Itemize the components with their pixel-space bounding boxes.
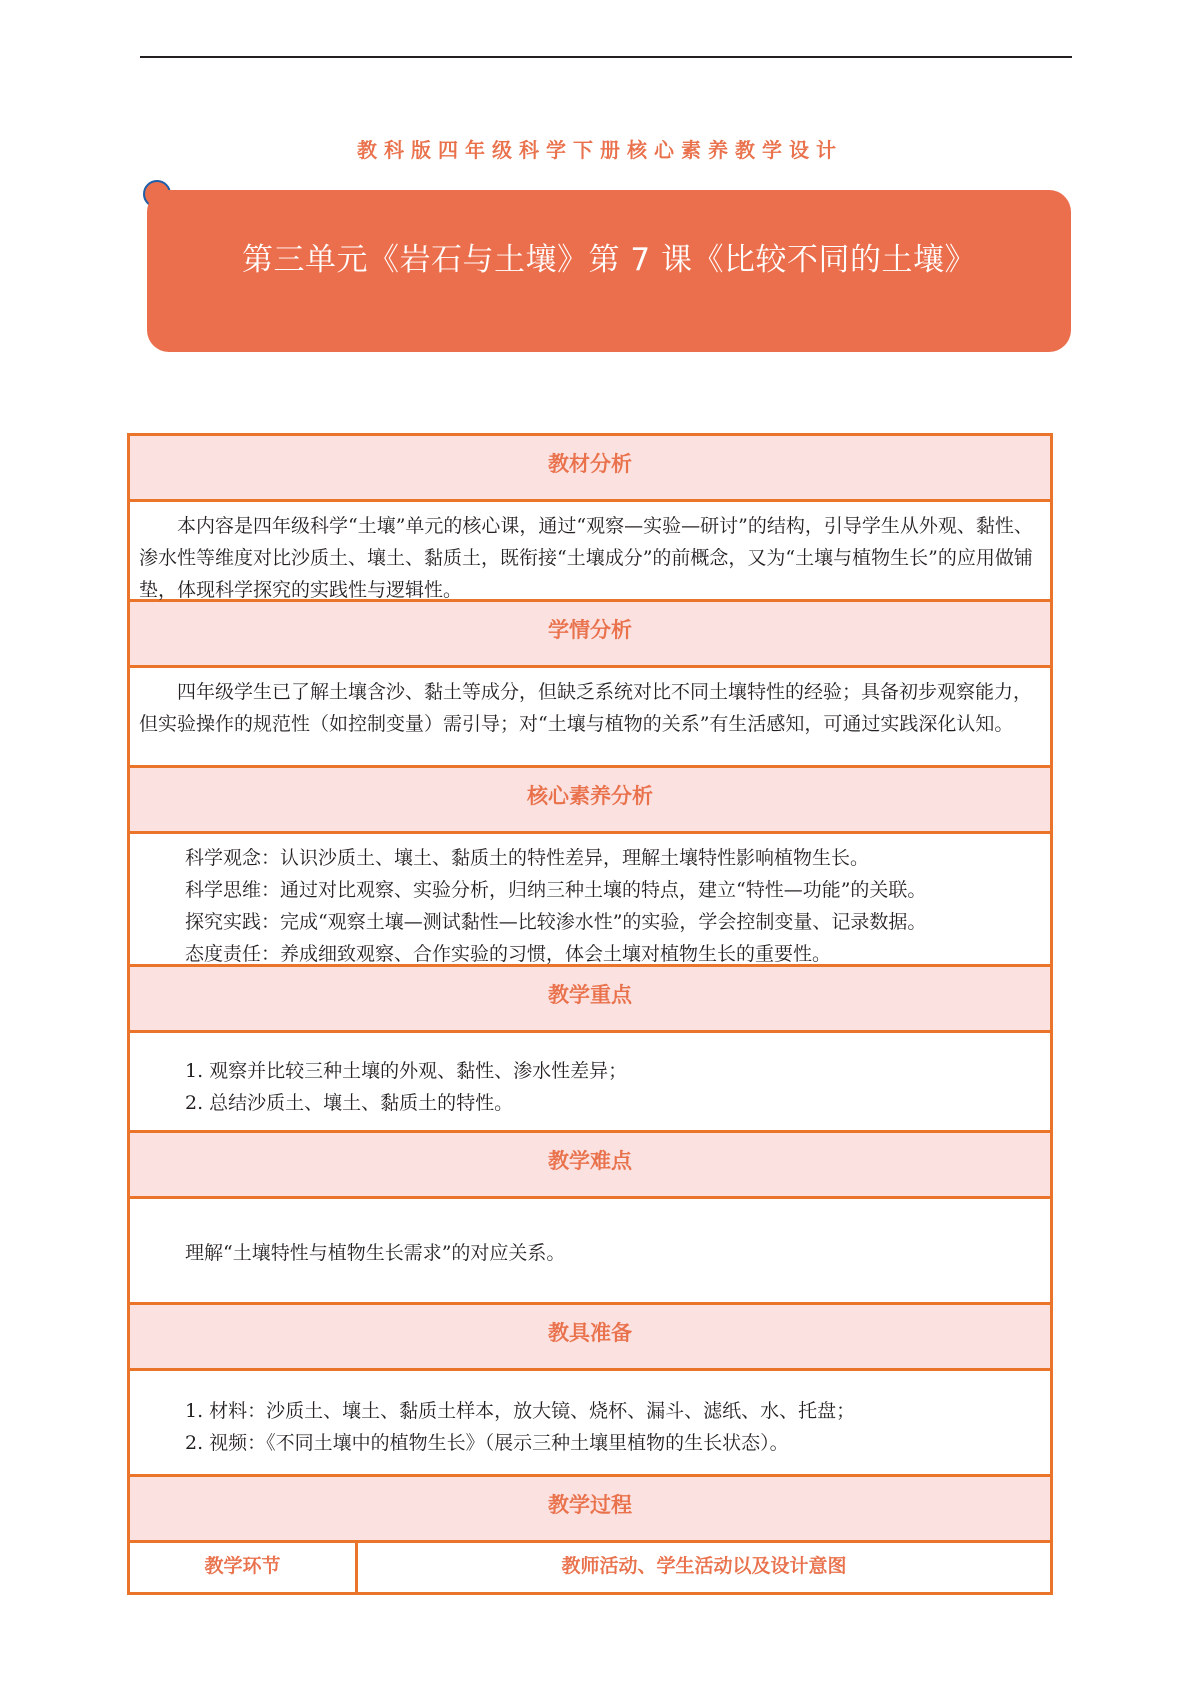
top-rule xyxy=(140,56,1072,58)
list-item: 态度责任：养成细致观察、合作实验的习惯，体会土壤对植物生长的重要性。 xyxy=(185,943,832,965)
section-heading-materials: 教具准备 xyxy=(130,1305,1050,1371)
section-heading-student-analysis: 学情分析 xyxy=(130,602,1050,668)
paragraph: 四年级学生已了解土壤含沙、黏土等成分，但缺乏系统对比不同土壤特性的经验；具备初步观察能力，但实验操作的规范性（如控制变量）需引导；对“土壤与植物的关系”有生活感知，可通过实践深化认知。 xyxy=(139,681,1033,735)
paragraph: 理解“土壤特性与植物生长需求”的对应关系。 xyxy=(185,1242,566,1264)
section-body-difficulties xyxy=(130,1199,1050,1305)
process-table-header xyxy=(130,1543,1050,1595)
list-item: 2. 总结沙质土、壤土、黏质土的特性。 xyxy=(185,1092,514,1114)
section-body-student-analysis xyxy=(130,668,1050,768)
section-body-textbook-analysis xyxy=(130,502,1050,602)
section-heading-teaching-process: 教学过程 xyxy=(130,1477,1050,1543)
column-header-stage: 教学环节 xyxy=(130,1543,358,1592)
section-heading-textbook-analysis: 教材分析 xyxy=(130,436,1050,502)
lesson-title: 第三单元《岩石与土壤》第 7 课《比较不同的土壤》 xyxy=(242,242,976,278)
section-heading-difficulties: 教学难点 xyxy=(130,1133,1050,1199)
section-body-key-points xyxy=(130,1033,1050,1133)
section-heading-key-points: 教学重点 xyxy=(130,967,1050,1033)
paragraph: 本内容是四年级科学“土壤”单元的核心课，通过“观察—实验—研讨”的结构，引导学生从外观、黏性、渗水性等维度对比沙质土、壤土、黏质土，既衔接“土壤成分”的前概念，又为“土壤与植物生长”的应用做铺垫，体现科学探究的实践性与逻辑性。 xyxy=(139,515,1033,601)
section-body-materials xyxy=(130,1371,1050,1477)
section-heading-core-literacy: 核心素养分析 xyxy=(130,768,1050,834)
list-item: 科学思维：通过对比观察、实验分析，归纳三种土壤的特点，建立“特性—功能”的关联。 xyxy=(185,879,927,901)
list-item: 科学观念：认识沙质土、壤土、黏质土的特性差异，理解土壤特性影响植物生长。 xyxy=(185,847,870,869)
list-item: 1. 观察并比较三种土壤的外观、黏性、渗水性差异； xyxy=(185,1060,628,1082)
list-item: 1. 材料：沙质土、壤土、黏质土样本，放大镜、烧杯、漏斗、滤纸、水、托盘； xyxy=(185,1400,856,1422)
column-header-activities: 教师活动、学生活动以及设计意图 xyxy=(561,1555,847,1577)
section-body-core-literacy xyxy=(130,834,1050,967)
title-banner xyxy=(147,190,1071,352)
list-item: 探究实践：完成“观察土壤—测试黏性—比较渗水性”的实验，学会控制变量、记录数据。 xyxy=(185,911,927,933)
document-subtitle: 教科版四年级科学下册核心素养教学设计 xyxy=(357,138,843,162)
list-item: 2. 视频：《不同土壤中的植物生长》（展示三种土壤里植物的生长状态）。 xyxy=(185,1432,789,1454)
lesson-plan-table xyxy=(127,433,1053,1595)
